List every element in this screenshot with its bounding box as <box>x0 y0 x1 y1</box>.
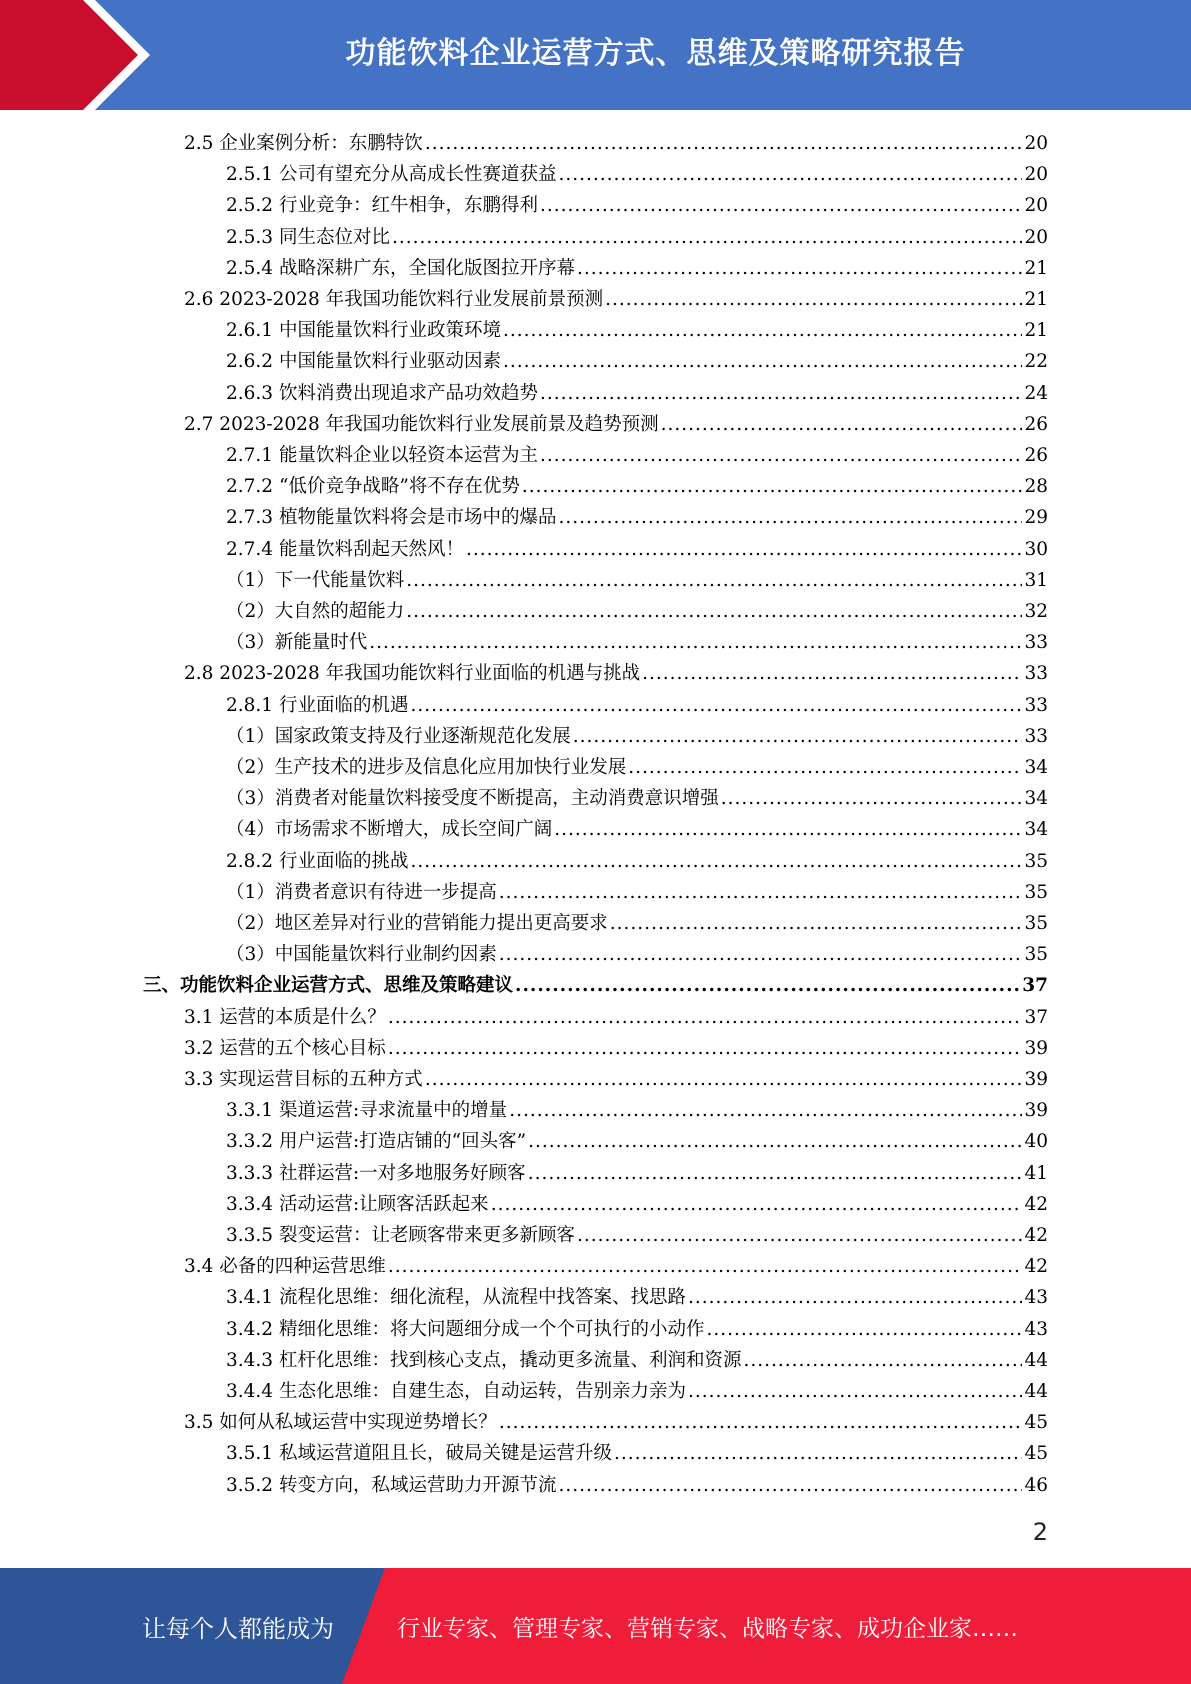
toc-entry-title: 2.7.3 植物能量饮料将会是市场中的爆品 <box>226 507 557 529</box>
toc-entry-page: 43 <box>1024 1318 1048 1340</box>
toc-dot-leader <box>661 409 1023 440</box>
toc-dot-leader <box>688 1376 1022 1407</box>
toc-entry-page: 20 <box>1024 164 1048 186</box>
toc-dot-leader <box>540 440 1022 471</box>
toc-entry[interactable] <box>184 658 1048 689</box>
toc-entry-page: 20 <box>1024 195 1048 217</box>
toc-entry-page: 39 <box>1024 1100 1048 1122</box>
toc-entry[interactable] <box>184 1002 1048 1033</box>
toc-entry-page: 21 <box>1024 289 1048 310</box>
toc-entry[interactable] <box>226 721 1048 752</box>
toc-entry-title: （2）大自然的超能力 <box>226 601 405 622</box>
toc-entry-title: 2.5 企业案例分析：东鹏特饮 <box>184 133 423 154</box>
toc-entry-title: 2.6.3 饮料消费出现追求产品功效趋势 <box>226 382 538 404</box>
toc-entry-page: 35 <box>1024 881 1048 903</box>
toc-entry-page: 39 <box>1024 1037 1048 1059</box>
toc-dot-leader <box>503 346 1022 377</box>
document-title: 功能饮料企业运营方式、思维及策略研究报告 <box>345 36 966 71</box>
toc-entry-page: 34 <box>1024 819 1048 841</box>
toc-entry[interactable] <box>226 502 1048 533</box>
toc-entry-page: 21 <box>1024 257 1048 279</box>
toc-entry[interactable] <box>226 783 1048 814</box>
toc-entry-title: 3.1 运营的本质是什么？ <box>184 1006 386 1028</box>
toc-entry-page: 42 <box>1024 1193 1048 1215</box>
toc-entry[interactable] <box>226 440 1048 471</box>
toc-entry-title: 2.7 2023-2028 年我国功能饮料行业发展前景及趋势预测 <box>184 413 659 435</box>
page-header <box>0 0 1191 110</box>
toc-entry[interactable] <box>226 690 1048 721</box>
toc-dot-leader <box>522 471 1023 502</box>
toc-entry[interactable] <box>226 315 1048 346</box>
toc-entry-title: 2.6 2023-2028 年我国功能饮料行业发展前景预测 <box>184 289 604 310</box>
toc-dot-leader <box>610 908 1023 939</box>
toc-entry-page: 42 <box>1024 1256 1048 1278</box>
page-footer <box>0 1568 1191 1684</box>
toc-entry-title: （2）地区差异对行业的营销能力提出更高要求 <box>226 913 608 934</box>
toc-entry-page: 41 <box>1024 1162 1048 1184</box>
toc-dot-leader <box>721 783 1023 814</box>
toc-entry-title: 三、功能饮料企业运营方式、思维及策略建议 <box>143 975 514 997</box>
toc-entry-title: 2.6.2 中国能量饮料行业驱动因素 <box>226 351 501 373</box>
toc-dot-leader <box>509 1095 1022 1126</box>
toc-dot-leader <box>743 1345 1022 1376</box>
toc-entry[interactable] <box>184 284 1048 315</box>
toc-entry[interactable] <box>143 970 1048 1001</box>
toc-entry-page: 33 <box>1024 694 1048 716</box>
toc-entry-title: （3）中国能量饮料行业制约因素 <box>226 944 497 966</box>
toc-dot-leader <box>605 284 1022 315</box>
page-number: 2 <box>1032 1518 1048 1546</box>
toc-entry-page: 24 <box>1024 382 1048 404</box>
toc-entry-page: 31 <box>1024 569 1048 591</box>
toc-entry[interactable] <box>226 1095 1048 1126</box>
toc-entry[interactable] <box>226 627 1048 658</box>
toc-entry-title: 3.5.2 转变方向，私域运营助力开源节流 <box>226 1474 557 1496</box>
toc-dot-leader <box>466 534 1022 565</box>
toc-entry-page: 33 <box>1024 663 1048 685</box>
toc-dot-leader <box>573 721 1023 752</box>
toc-entry-page: 20 <box>1024 133 1048 154</box>
toc-entry-page: 21 <box>1024 320 1048 342</box>
toc-entry-page: 45 <box>1024 1412 1048 1434</box>
toc-entry[interactable] <box>184 128 1048 159</box>
toc-entry[interactable] <box>226 378 1048 409</box>
toc-entry[interactable] <box>226 908 1048 939</box>
toc-entry-page: 35 <box>1024 850 1048 872</box>
toc-entry-page: 39 <box>1024 1069 1048 1090</box>
toc-entry[interactable] <box>226 253 1048 284</box>
toc-entry-page: 35 <box>1024 944 1048 966</box>
toc-entry[interactable] <box>226 190 1048 221</box>
toc-entry-page: 37 <box>1024 1006 1048 1028</box>
toc-entry-title: 2.8 2023-2028 年我国功能饮料行业面临的机遇与挑战 <box>184 663 641 685</box>
red-arrow-shape <box>0 0 138 110</box>
toc-entry[interactable] <box>226 222 1048 253</box>
toc-entry-page: 29 <box>1024 507 1048 529</box>
toc-entry-title: （1）下一代能量饮料 <box>226 569 405 591</box>
toc-entry-page: 32 <box>1024 601 1048 622</box>
toc-dot-leader <box>388 1251 1023 1282</box>
toc-entry[interactable] <box>226 1158 1048 1189</box>
toc-entry[interactable] <box>226 1220 1048 1251</box>
toc-entry[interactable] <box>226 565 1048 596</box>
toc-entry-page: 42 <box>1024 1225 1048 1246</box>
toc-entry-page: 40 <box>1024 1131 1048 1153</box>
toc-entry-title: 2.7.4 能量饮料刮起天然风！ <box>226 538 464 560</box>
toc-entry-page: 26 <box>1024 445 1048 466</box>
toc-entry-page: 45 <box>1024 1443 1048 1465</box>
header-arrow-decoration <box>0 0 200 110</box>
toc-dot-leader <box>499 877 1023 908</box>
toc-dot-leader <box>688 1282 1022 1313</box>
toc-dot-leader <box>388 1002 1023 1033</box>
toc-dot-leader <box>406 565 1022 596</box>
toc-entry-page: 46 <box>1024 1474 1048 1496</box>
toc-dot-leader <box>558 159 1022 190</box>
toc-dot-leader <box>499 1407 1023 1438</box>
toc-entry-page: 43 <box>1024 1287 1048 1309</box>
toc-entry[interactable] <box>184 409 1048 440</box>
toc-entry-title: （2）生产技术的进步及信息化应用加快行业发展 <box>226 757 627 778</box>
toc-dot-leader <box>503 315 1022 346</box>
toc-dot-leader <box>388 1033 1023 1064</box>
toc-entry-title: 3.3.5 裂变运营：让老顾客带来更多新顾客 <box>226 1225 575 1246</box>
toc-dot-leader <box>369 627 1022 658</box>
toc-dot-leader <box>706 1314 1022 1345</box>
toc-entry[interactable] <box>226 346 1048 377</box>
toc-dot-leader <box>392 222 1022 253</box>
toc-entry-title: （3）新能量时代 <box>226 632 368 654</box>
toc-entry-title: 2.5.2 行业竞争：红牛相争，东鹏得利 <box>226 195 538 217</box>
toc-entry[interactable] <box>226 159 1048 190</box>
toc-entry[interactable] <box>226 752 1048 783</box>
toc-entry[interactable] <box>226 471 1048 502</box>
toc-entry-title: 3.5.1 私域运营道阻且长，破局关键是运营升级 <box>226 1443 612 1465</box>
toc-entry-title: 3.4.2 精细化思维：将大问题细分成一个个可执行的小动作 <box>226 1318 705 1340</box>
toc-entry-title: 3.3.3 社群运营:一对多地服务好顾客 <box>226 1162 526 1184</box>
toc-entry-page: 37 <box>1022 975 1048 997</box>
toc-entry-title: 3.3.2 用户运营:打造店铺的“回头客” <box>226 1131 527 1153</box>
toc-dot-leader <box>425 128 1023 159</box>
toc-entry-title: 3.4 必备的四种运营思维 <box>184 1256 386 1278</box>
toc-dot-leader <box>410 690 1022 721</box>
toc-entry-title: 2.5.3 同生态位对比 <box>226 226 390 248</box>
toc-entry-title: 2.7.1 能量饮料企业以轻资本运营为主 <box>226 445 538 466</box>
footer-slogan-right: 行业专家、管理专家、营销专家、战略专家、成功企业家…… <box>397 1615 1018 1642</box>
toc-entry-title: 2.5.1 公司有望充分从高成长性赛道获益 <box>226 164 557 186</box>
toc-dot-leader <box>540 378 1022 409</box>
toc-entry[interactable] <box>226 1345 1048 1376</box>
toc-entry[interactable] <box>184 1407 1048 1438</box>
toc-dot-leader <box>642 658 1022 689</box>
toc-entry[interactable] <box>226 877 1048 908</box>
toc-dot-leader <box>515 970 1020 1001</box>
toc-entry-page: 35 <box>1024 913 1048 934</box>
toc-dot-leader <box>406 596 1022 627</box>
toc-dot-leader <box>410 846 1022 877</box>
toc-entry-title: 3.4.4 生态化思维：自建生态，自动运转，告别亲力亲为 <box>226 1381 686 1402</box>
toc-entry-page: 34 <box>1024 757 1048 778</box>
toc-entry-title: 2.8.1 行业面临的机遇 <box>226 694 409 716</box>
toc-entry[interactable] <box>226 1314 1048 1345</box>
toc-dot-leader <box>491 1189 1023 1220</box>
toc-entry[interactable] <box>226 534 1048 565</box>
toc-entry-title: （4）市场需求不断增大，成长空间广阔 <box>226 819 553 841</box>
toc-entry[interactable] <box>226 1470 1048 1501</box>
toc-entry-title: 2.6.1 中国能量饮料行业政策环境 <box>226 320 501 342</box>
toc-dot-leader <box>499 939 1023 970</box>
toc-dot-leader <box>628 752 1022 783</box>
toc-entry-title: 3.4.3 杠杆化思维：找到核心支点，撬动更多流量、利润和资源 <box>226 1349 742 1371</box>
toc-entry-title: 3.3 实现运营目标的五种方式 <box>184 1069 423 1090</box>
toc-entry[interactable] <box>226 1126 1048 1157</box>
toc-entry[interactable] <box>226 814 1048 845</box>
toc-entry-page: 22 <box>1024 351 1048 373</box>
toc-dot-leader <box>558 1470 1022 1501</box>
toc-entry[interactable] <box>226 1189 1048 1220</box>
toc-entry-title: 3.2 运营的五个核心目标 <box>184 1037 386 1059</box>
toc-entry-title: （1）消费者意识有待进一步提高 <box>226 881 497 903</box>
toc-entry-title: 2.5.4 战略深耕广东，全国化版图拉开序幕 <box>226 257 575 279</box>
toc-entry-page: 28 <box>1024 476 1048 498</box>
toc-entry-title: 3.3.1 渠道运营:寻求流量中的增量 <box>226 1100 508 1122</box>
toc-entry[interactable] <box>184 1064 1048 1095</box>
toc-dot-leader <box>540 190 1022 221</box>
toc-entry-page: 34 <box>1024 788 1048 810</box>
toc-entry[interactable] <box>184 1033 1048 1064</box>
toc-entry[interactable] <box>226 939 1048 970</box>
toc-entry-title: 3.5 如何从私域运营中实现逆势增长？ <box>184 1412 497 1434</box>
toc-dot-leader <box>528 1158 1023 1189</box>
toc-entry-page: 26 <box>1024 413 1048 435</box>
toc-entry[interactable] <box>226 1438 1048 1469</box>
toc-entry-page: 44 <box>1024 1381 1048 1402</box>
toc-entry[interactable] <box>226 596 1048 627</box>
toc-entry[interactable] <box>184 1251 1048 1282</box>
toc-entry-title: 3.3.4 活动运营:让顾客活跃起来 <box>226 1193 489 1215</box>
toc-entry-title: 2.8.2 行业面临的挑战 <box>226 850 409 872</box>
toc-entry-title: （3）消费者对能量饮料接受度不断提高，主动消费意识增强 <box>226 788 719 810</box>
toc-entry-page: 33 <box>1024 725 1048 747</box>
toc-entry-page: 33 <box>1024 632 1048 654</box>
toc-entry[interactable] <box>226 846 1048 877</box>
toc-dot-leader <box>528 1126 1022 1157</box>
toc-entry-page: 44 <box>1024 1349 1048 1371</box>
toc-entry-title: （1）国家政策支持及行业逐渐规范化发展 <box>226 725 571 747</box>
toc-entry-page: 20 <box>1024 226 1048 248</box>
toc-entry[interactable] <box>226 1282 1048 1313</box>
toc-entry-page: 30 <box>1024 538 1048 560</box>
toc-dot-leader <box>554 814 1022 845</box>
toc-dot-leader <box>425 1064 1023 1095</box>
toc-entry[interactable] <box>226 1376 1048 1407</box>
toc-dot-leader <box>577 1220 1022 1251</box>
toc-entry-title: 2.7.2 “低价竞争战略”将不存在优势 <box>226 476 520 498</box>
toc-dot-leader <box>577 253 1022 284</box>
toc-dot-leader <box>558 502 1022 533</box>
toc-entry-title: 3.4.1 流程化思维：细化流程，从流程中找答案、找思路 <box>226 1287 686 1309</box>
toc-dot-leader <box>614 1438 1022 1469</box>
footer-slogan-left: 让每个人都能成为 <box>142 1614 334 1643</box>
